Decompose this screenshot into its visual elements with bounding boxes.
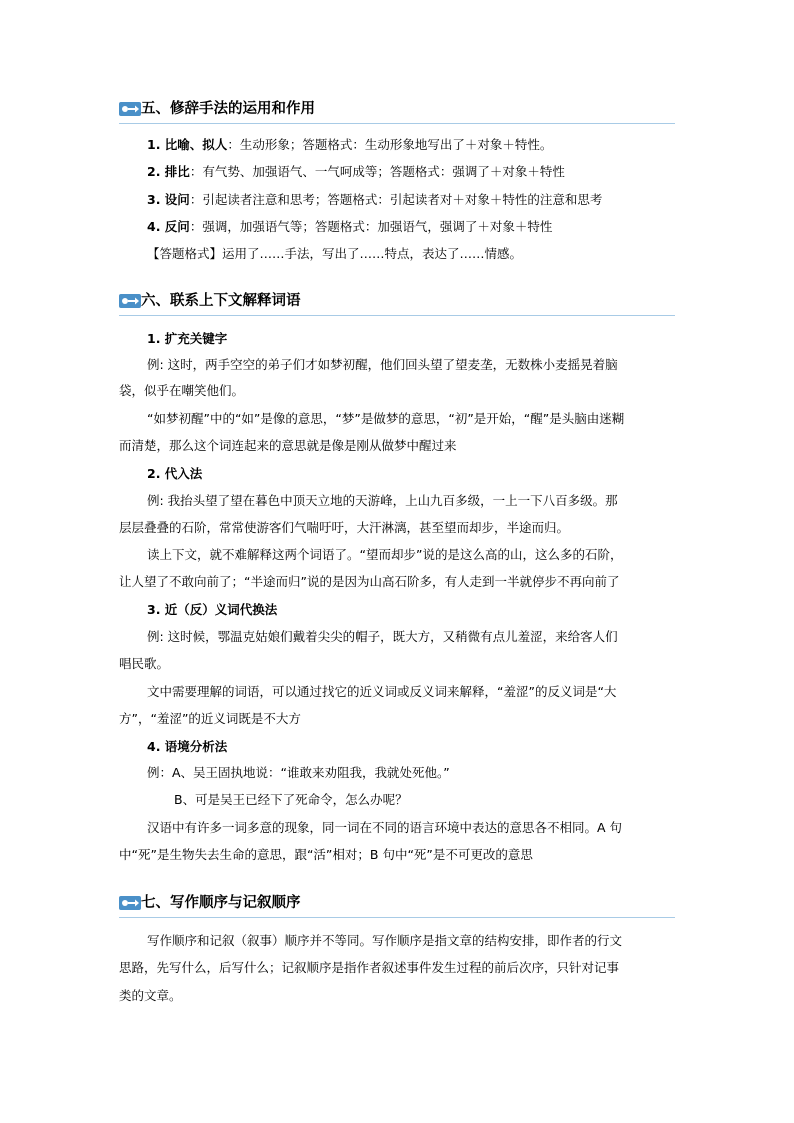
section-arrow-icon	[119, 294, 141, 308]
paragraph-text: 思路，先写什么，后写什么；记叙顺序是指作者叙述事件发生过程的前后次序，只针对记事	[119, 960, 620, 975]
method-heading: 4. 语境分析法	[147, 739, 228, 754]
section-title: 六、联系上下文解释词语	[141, 293, 301, 309]
explanation-text: 汉语中有许多一词多意的现象，同一词在不同的语言环境中表达的意思各不相同。A 句	[147, 820, 623, 835]
section-title: 七、写作顺序与记叙顺序	[141, 895, 301, 911]
explanation-text: 读上下文，就不难解释这两个词语了。“望而却步”说的是这么高的山，这么多的石阶，	[147, 547, 623, 562]
explanation-text: 让人望了不敢向前了；“半途而归”说的是因为山高石阶多，有人走到一半就停步不再向前了	[119, 574, 620, 589]
explanation-text: 而清楚，那么这个词连起来的意思就是像是刚从做梦中醒过来	[119, 438, 457, 453]
method-heading: 3. 近（反）义词代换法	[147, 602, 278, 617]
example-text: 例: 这时候，鄂温克姑娘们戴着尖尖的帽子，既大方，又稍微有点儿羞涩，来给客人们	[147, 629, 618, 644]
list-item: 2. 排比：有气势、加强语气、一气呵成等；答题格式：强调了＋对象＋特性	[147, 164, 565, 179]
paragraph-text: 写作顺序和记叙（叙事）顺序并不等同。写作顺序是指文章的结构安排，即作者的行文	[147, 933, 623, 948]
list-item: 4. 反问：强调，加强语气等；答题格式：加强语气，强调了＋对象＋特性	[147, 219, 553, 234]
list-item: 1. 比喻、拟人：生动形象；答题格式：生动形象地写出了＋对象＋特性。	[147, 137, 553, 152]
section-divider	[119, 315, 675, 316]
explanation-text: 文中需要理解的词语，可以通过找它的近义词或反义词来解释，“羞涩”的反义词是“大	[147, 684, 617, 699]
section-divider	[119, 123, 675, 124]
section-arrow-icon	[119, 102, 141, 116]
example-text: 例：A、吴王固执地说：“谁敢来劝阻我，我就处死他。”	[147, 765, 450, 780]
example-text: 唱民歌。	[119, 656, 170, 671]
example-text: 例: 这时，两手空空的弟子们才如梦初醒，他们回头望了望麦垄，无数株小麦摇晃着脑	[147, 357, 618, 372]
section-heading-6	[119, 292, 675, 316]
explanation-text: “如梦初醒”中的“如”是像的意思，“梦”是做梦的意思，“初”是开始，“醒”是头脑由迷糊	[147, 411, 625, 426]
example-text: B、可是吴王已经下了死命令，怎么办呢？	[174, 792, 408, 807]
method-heading: 1. 扩充关键字	[147, 331, 228, 346]
example-text: 层层叠叠的石阶，常常使游客们气喘吁吁，大汗淋漓，甚至望而却步，半途而归。	[119, 520, 570, 535]
method-heading: 2. 代入法	[147, 466, 203, 481]
section-heading-5	[119, 100, 675, 124]
section-title: 五、修辞手法的运用和作用	[141, 101, 315, 117]
explanation-text: 中“死”是生物失去生命的意思，跟“活”相对；B 句中“死”是不可更改的意思	[119, 847, 533, 862]
example-text: 袋，似乎在嘲笑他们。	[119, 383, 245, 398]
list-item: 3. 设问：引起读者注意和思考；答题格式：引起读者对＋对象＋特性的注意和思考	[147, 192, 603, 207]
paragraph-text: 类的文章。	[119, 988, 182, 1003]
answer-format-line: 【答题格式】运用了……手法，写出了……特点，表达了……情感。	[147, 246, 523, 261]
explanation-text: 方”，“羞涩”的近义词既是不大方	[119, 711, 301, 726]
section-heading-7	[119, 894, 675, 918]
example-text: 例: 我抬头望了望在暮色中顶天立地的天游峰，上山九百多级，一上一下八百多级。那	[147, 493, 618, 508]
section-arrow-icon	[119, 896, 141, 910]
section-divider	[119, 917, 675, 918]
